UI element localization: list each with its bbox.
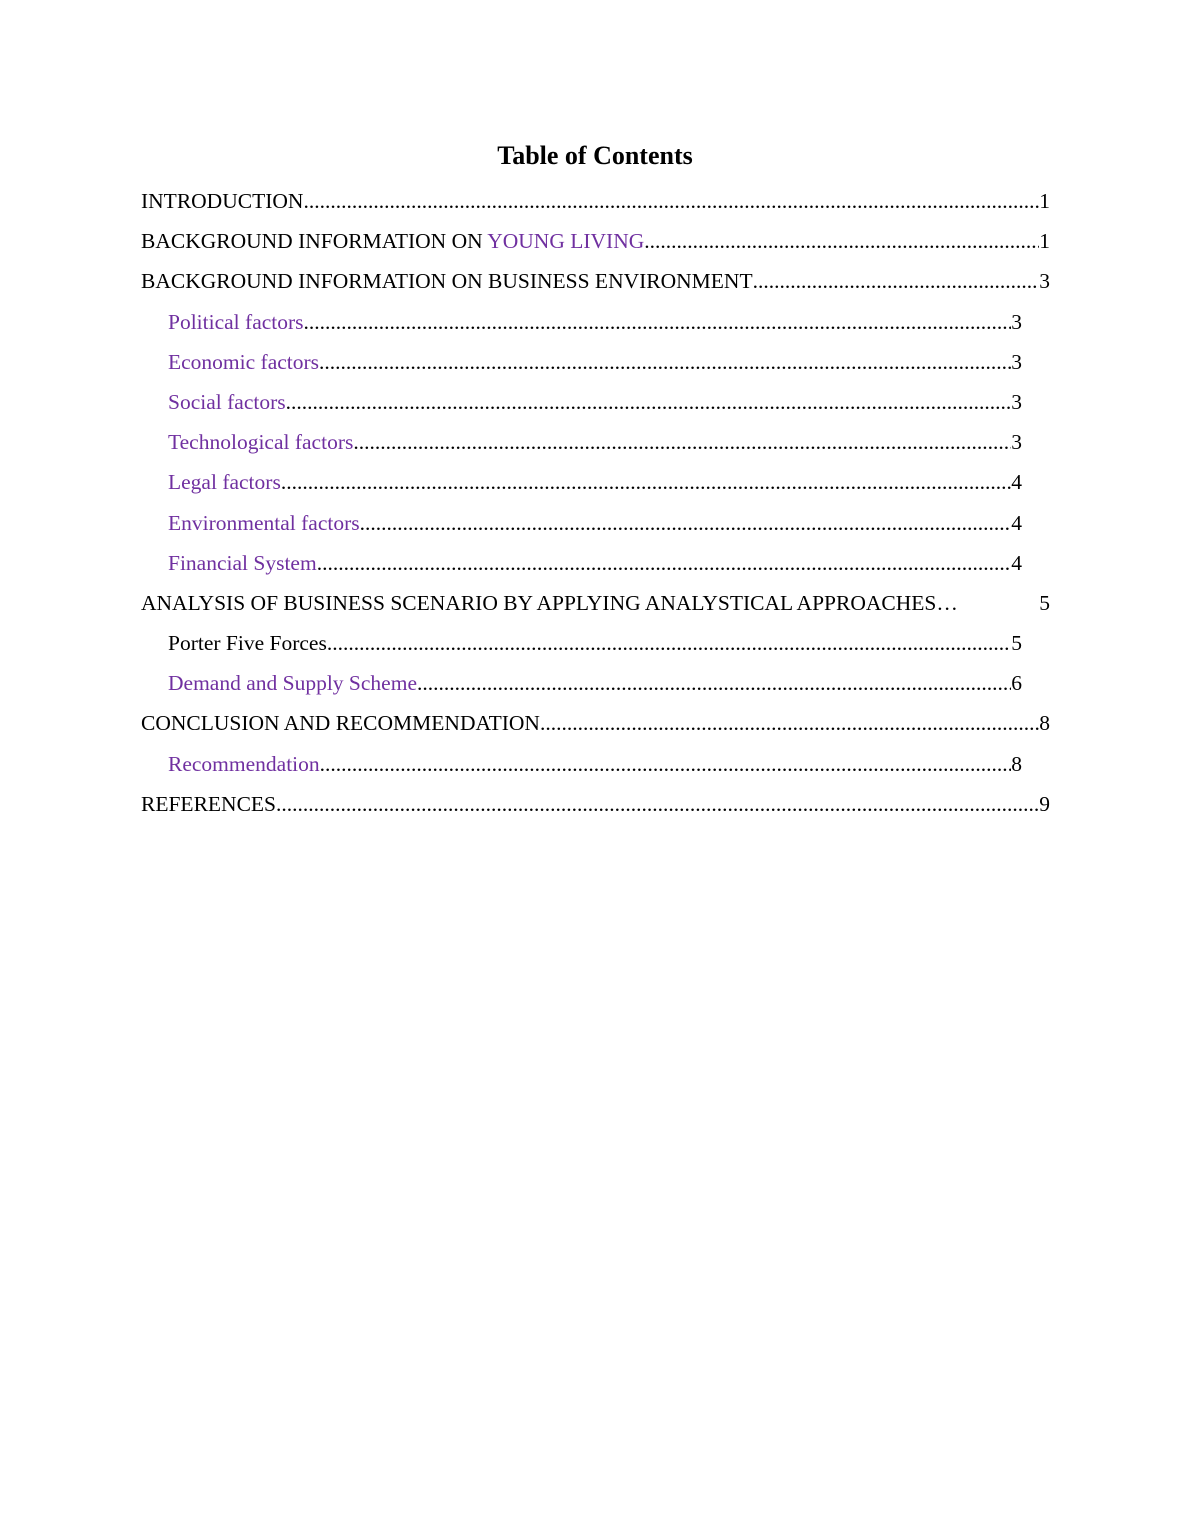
toc-entry[interactable] — [141, 226, 1050, 266]
toc-entry-link-text[interactable]: Economic factors — [168, 349, 320, 374]
toc-page-number: 3 — [1011, 309, 1022, 334]
toc-entry-link-text[interactable]: Political factors — [168, 309, 304, 334]
toc-entry[interactable] — [141, 708, 1050, 748]
toc-page-number: 3 — [1011, 430, 1022, 455]
toc-entry-label — [141, 789, 276, 819]
toc-entry[interactable] — [141, 266, 1050, 306]
toc-entry[interactable] — [141, 668, 1022, 708]
toc-entry[interactable] — [141, 467, 1022, 507]
toc-entry-link-text[interactable]: Environmental factors — [168, 510, 360, 535]
toc-entry-label — [168, 508, 360, 538]
toc-page-number: 1 — [1039, 189, 1050, 213]
toc-entry[interactable] — [141, 387, 1022, 427]
toc-entry-label — [168, 668, 417, 698]
toc-entry[interactable] — [141, 588, 1050, 628]
toc-dot-leader — [317, 548, 1012, 578]
toc-dot-leader — [753, 266, 1040, 296]
toc-dot-leader — [417, 668, 1011, 698]
toc-entry-label — [141, 266, 753, 296]
toc-dot-leader — [319, 347, 1011, 377]
toc-entry-link-text[interactable]: Recommendation — [168, 751, 320, 776]
toc-dot-leader — [304, 307, 1012, 337]
toc-dot-leader — [303, 186, 1039, 216]
toc-entry[interactable] — [141, 307, 1022, 347]
toc-dot-leader — [327, 628, 1011, 658]
toc-entry-text: REFERENCES — [141, 791, 276, 816]
toc-page-number: 3 — [1011, 349, 1022, 374]
toc-dot-leader — [936, 588, 1039, 618]
toc-page-number: 1 — [1039, 229, 1050, 254]
toc-entry[interactable] — [141, 427, 1022, 467]
toc-entry-label — [168, 307, 304, 337]
toc-entry-link-text[interactable]: Financial System — [168, 550, 317, 575]
toc-entry-label — [168, 347, 319, 377]
toc-dot-leader — [360, 508, 1012, 538]
toc-page-number: 8 — [1011, 751, 1022, 776]
toc-entry-link-text[interactable]: Demand and Supply Scheme — [168, 671, 417, 696]
toc-entry-label — [141, 588, 936, 618]
toc-entry-label — [141, 226, 644, 256]
toc-dot-leader — [276, 789, 1039, 819]
toc-page-number: 4 — [1011, 510, 1022, 535]
toc-entry-text: INTRODUCTION — [141, 189, 304, 213]
toc-entry-label — [141, 708, 540, 738]
toc-dot-leader — [353, 427, 1011, 457]
toc-dot-leader — [286, 387, 1012, 417]
toc-entry-label — [168, 628, 327, 658]
toc-entry[interactable] — [141, 347, 1022, 387]
toc-page-number: 9 — [1039, 791, 1050, 816]
toc-entry-text: CONCLUSION AND RECOMMENDATION — [141, 711, 540, 736]
toc-entry-label — [168, 548, 317, 578]
toc-entry[interactable] — [141, 628, 1022, 668]
toc-entry[interactable] — [141, 508, 1022, 548]
toc-entry-text: Porter Five Forces — [168, 631, 327, 656]
toc-page-number: 6 — [1011, 671, 1022, 696]
toc-dot-leader — [281, 467, 1011, 497]
toc-page-number: 8 — [1039, 711, 1050, 736]
toc-entry-link-text[interactable]: Legal factors — [168, 470, 281, 495]
toc-entry-label — [168, 467, 281, 497]
toc-entry-text: ANALYSIS OF BUSINESS SCENARIO BY APPLYING ANALYSTICAL APPROACHES — [141, 590, 937, 615]
toc-entry[interactable] — [141, 749, 1022, 789]
toc-dot-leader — [540, 708, 1039, 738]
toc-dot-leader — [644, 226, 1039, 256]
toc-list — [141, 186, 1050, 829]
toc-entry[interactable] — [141, 186, 1050, 226]
toc-page-number: 4 — [1011, 550, 1022, 575]
toc-entry-link-text[interactable]: Technological factors — [168, 430, 354, 455]
toc-entry[interactable] — [141, 789, 1050, 829]
toc-entry-link-text[interactable]: Social factors — [168, 389, 286, 414]
toc-entry-link-text[interactable]: YOUNG LIVING — [487, 229, 645, 254]
toc-entry-label — [168, 749, 320, 779]
toc-entry-text: BACKGROUND INFORMATION ON — [141, 229, 488, 254]
toc-page-number: 3 — [1039, 269, 1050, 294]
toc-entry-label — [168, 387, 286, 417]
toc-page-number: 5 — [1011, 631, 1022, 656]
toc-title: Table of Contents — [497, 141, 693, 170]
toc-entry[interactable] — [141, 548, 1022, 588]
toc-dot-leader — [320, 749, 1012, 779]
toc-entry-label — [141, 186, 303, 216]
toc-entry-text: BACKGROUND INFORMATION ON BUSINESS ENVIRONMENT — [141, 269, 753, 294]
toc-page-number: 3 — [1011, 389, 1022, 414]
toc-entry-label — [168, 427, 353, 457]
toc-page-number: 5 — [1039, 590, 1050, 615]
toc-page-number: 4 — [1011, 470, 1022, 495]
